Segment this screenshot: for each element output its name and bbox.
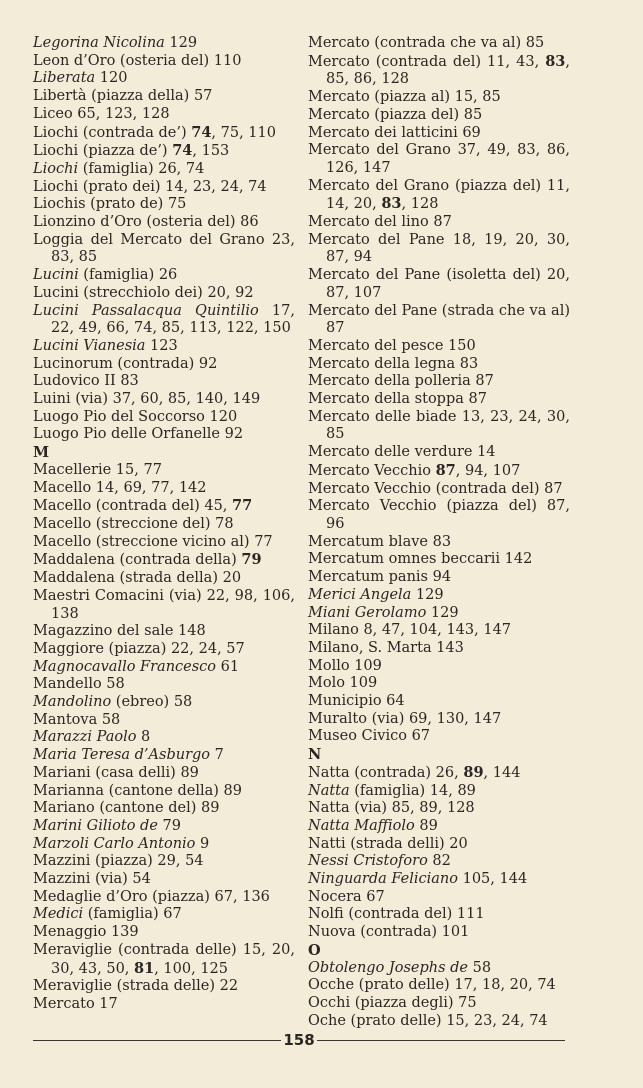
index-entry: Mercato (contrada che va al) 85 [308, 35, 545, 51]
index-entry: Occhi (piazza degli) 75 [308, 994, 477, 1011]
index-entry: Lucinorum (contrada) 92 [33, 355, 218, 372]
index-entry: Mollo 109 [308, 657, 382, 674]
index-entry: Mariani (casa delli) 89 [33, 764, 199, 781]
index-entry: Liberata 120 [33, 70, 128, 87]
index-entry: Miani Gerolamo 129 [308, 604, 459, 621]
index-entry: Muralto (via) 69, 130, 147 [308, 710, 502, 727]
index-entry: Mercatum panis 94 [308, 569, 452, 586]
index-letter-heading: N [308, 746, 322, 764]
index-entry: Municipio 64 [308, 693, 405, 710]
index-entry: Mercato della legna 83 [308, 355, 479, 372]
index-entry: Maestri Comacini (via) 22, 98, 106, 138 [33, 587, 295, 622]
index-entry: Lionzino d’Oro (osteria del) 86 [33, 214, 259, 231]
index-entry: Nolfi (contrada del) 111 [308, 906, 485, 923]
index-entry: Lucini (famiglia) 26 [33, 267, 178, 284]
index-entry: Mercato del pesce 150 [308, 337, 476, 354]
index-entry: Leon d’Oro (osteria del) 110 [33, 52, 242, 69]
index-entry: Macello (streccione vicino al) 77 [33, 533, 273, 550]
index-entry: Mariano (cantone del) 89 [33, 800, 220, 817]
index-entry: Nocera 67 [308, 888, 385, 905]
page-number: 158 [283, 1031, 315, 1049]
index-entry: Mercato delle biade 13, 23, 24, 30, 85 [308, 408, 570, 443]
page-footer [33, 1031, 565, 1051]
index-entry: Liochi (contrada de’) 74, 75, 110 [33, 123, 276, 141]
index-entry: Museo Civico 67 [308, 728, 431, 745]
index-column-left [33, 35, 295, 1014]
index-column-right [308, 35, 570, 1030]
index-entry: Luogo Pio del Soccorso 120 [33, 408, 238, 425]
index-entry: Mazzini (piazza) 29, 54 [33, 853, 204, 870]
index-entry: Mandello 58 [33, 676, 125, 693]
index-entry: Macello 14, 69, 77, 142 [33, 479, 207, 496]
index-entry: Mandolino (ebreo) 58 [33, 694, 193, 711]
index-entry: Luogo Pio delle Orfanelle 92 [33, 426, 244, 443]
index-entry: Obtolengo Josephs de 58 [308, 959, 492, 976]
index-entry: Mercatum omnes beccarii 142 [308, 551, 533, 568]
index-entry: Mercato della polleria 87 [308, 373, 494, 390]
index-entry: Natta (famiglia) 14, 89 [308, 782, 476, 799]
index-entry: Mazzini (via) 54 [33, 871, 151, 888]
index-entry: Legorina Nicolina 129 [33, 35, 198, 51]
index-entry: Medaglie d’Oro (piazza) 67, 136 [33, 888, 270, 905]
index-entry: Macello (streccione del) 78 [33, 515, 234, 532]
index-entry: Meraviglie (strada delle) 22 [33, 978, 239, 995]
index-entry: Natta Maffiolo 89 [308, 817, 438, 834]
index-entry: Macellerie 15, 77 [33, 461, 162, 478]
index-entry: Liochis (prato de) 75 [33, 196, 187, 213]
index-entry: Mercato dei latticini 69 [308, 124, 481, 141]
index-entry: Marazzi Paolo 8 [33, 729, 151, 746]
index-entry: Molo 109 [308, 675, 378, 692]
index-entry: Mercato (contrada del) 11, 43, 83, 85, 86, 128 [308, 52, 570, 88]
index-entry: Mercato 17 [33, 995, 118, 1012]
index-letter-heading: M [33, 444, 50, 462]
index-entry: Marianna (cantone della) 89 [33, 782, 242, 799]
index-entry: Maddalena (strada della) 20 [33, 570, 242, 587]
index-entry: Mantova 58 [33, 711, 121, 728]
index-entry: Merici Angela 129 [308, 586, 444, 603]
index-entry: Mercato del Pane (strada che va al) 87 [308, 302, 570, 337]
index-entry: Marzoli Carlo Antonio 9 [33, 835, 210, 852]
index-entry: Mercato del lino 87 [308, 214, 452, 231]
index-entry: Ludovico II 83 [33, 373, 139, 390]
index-entry: Liochi (famiglia) 26, 74 [33, 160, 205, 177]
index-entry: Milano, S. Marta 143 [308, 639, 464, 656]
index-entry: Mercato del Grano 37, 49, 83, 86, 126, 147 [308, 142, 570, 176]
index-entry: Mercato del Pane (isoletta del) 20, 87, 107 [308, 267, 570, 301]
index-entry: Liochi (piazza de’) 74, 153 [33, 142, 230, 160]
index-entry: Maggiore (piazza) 22, 24, 57 [33, 640, 245, 657]
index-entry: Mercato (piazza del) 85 [308, 106, 483, 123]
index-entry: Nuova (contrada) 101 [308, 924, 470, 941]
index-entry: Luini (via) 37, 60, 85, 140, 149 [33, 391, 261, 408]
index-entry: Meraviglie (contrada delle) 15, 20, 30, 43, 50, 81, 100, 125 [33, 941, 295, 977]
index-entry: Mercato della stoppa 87 [308, 391, 487, 408]
index-entry: Maddalena (contrada della) 79 [33, 551, 262, 569]
footer-rule-left [33, 1040, 281, 1041]
index-entry: Marini Gilioto de 79 [33, 817, 181, 834]
index-entry: Mercato (piazza al) 15, 85 [308, 89, 501, 106]
index-entry: Oche (prato delle) 15, 23, 24, 74 [308, 1012, 548, 1029]
index-entry: Mercato Vecchio (contrada del) 87 [308, 480, 563, 497]
index-entry: Mercato Vecchio (piazza del) 87, 96 [308, 498, 570, 532]
index-entry: Liochi (prato dei) 14, 23, 24, 74 [33, 178, 267, 195]
index-entry: Mercatum blave 83 [308, 533, 452, 550]
index-entry: Mercato delle verdure 14 [308, 444, 496, 461]
index-entry: Ocche (prato delle) 17, 18, 20, 74 [308, 977, 556, 994]
index-entry: Lucini Passalacqua Quintilio 17, 22, 49, 66, 74, 85, 113, 122, 150 [33, 302, 295, 337]
index-entry: Macello (contrada del) 45, 77 [33, 497, 253, 515]
index-entry: Natta (contrada) 26, 89, 144 [308, 763, 521, 781]
index-entry: Libertà (piazza della) 57 [33, 88, 213, 105]
index-entry: Lucini Vianesia 123 [33, 337, 178, 354]
index-entry: Magazzino del sale 148 [33, 623, 206, 640]
index-entry: Mercato del Pane 18, 19, 20, 30, 87, 94 [308, 231, 570, 266]
index-entry: Loggia del Mercato del Grano 23, 83, 85 [33, 231, 295, 266]
index-entry: Magnocavallo Francesco 61 [33, 658, 240, 675]
index-entry: Nessi Cristoforo 82 [308, 853, 451, 870]
index-entry: Milano 8, 47, 104, 143, 147 [308, 622, 512, 639]
index-entry: Medici (famiglia) 67 [33, 906, 182, 923]
index-entry: Ninguarda Feliciano 105, 144 [308, 871, 528, 888]
index-entry: Menaggio 139 [33, 924, 139, 941]
index-letter-heading: O [308, 941, 321, 959]
index-entry: Liceo 65, 123, 128 [33, 105, 170, 122]
index-entry: Natti (strada delli) 20 [308, 835, 468, 852]
index-entry: Mercato del Grano (piazza del) 11, 14, 20, 83, 128 [308, 177, 570, 213]
footer-rule-right [317, 1040, 565, 1041]
index-entry: Maria Teresa d’Asburgo 7 [33, 747, 224, 764]
index-entry: Mercato Vecchio 87, 94, 107 [308, 461, 521, 479]
index-entry: Natta (via) 85, 89, 128 [308, 800, 475, 817]
index-entry: Lucini (strecchiolo dei) 20, 92 [33, 284, 254, 301]
